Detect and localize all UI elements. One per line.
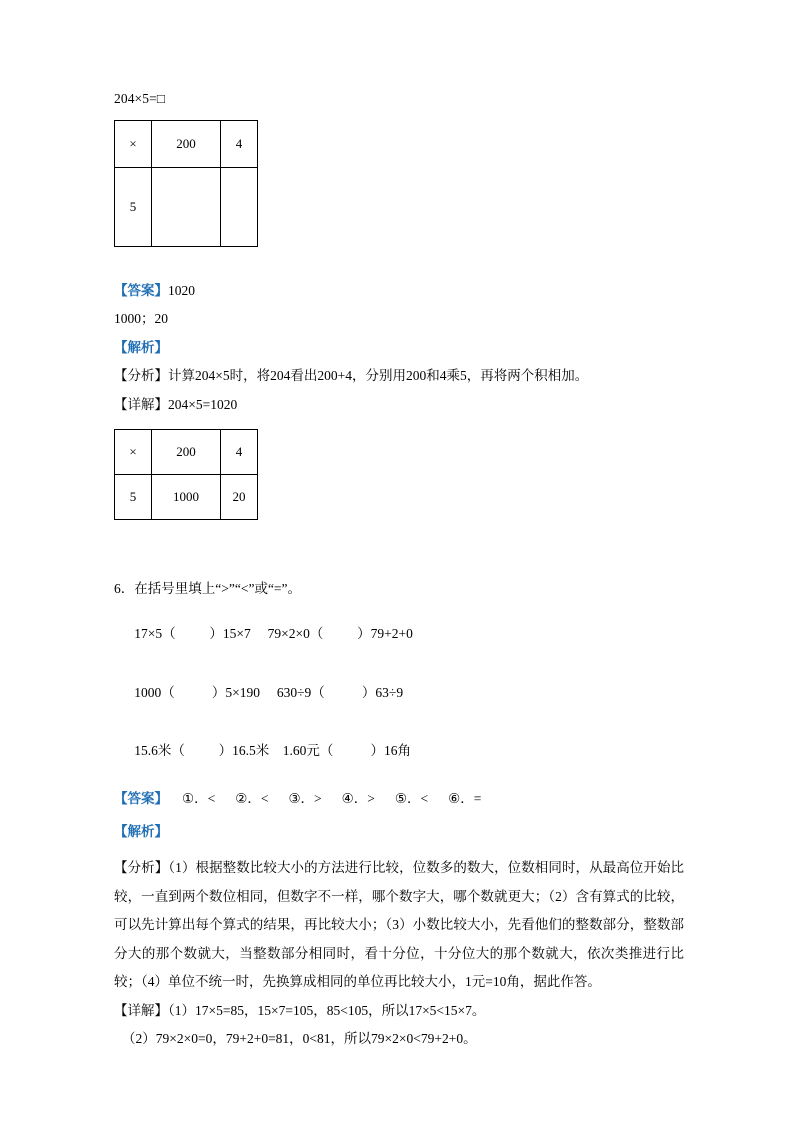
cmp-left-2: 630÷9（ — [276, 684, 325, 700]
cmp-blank[interactable] — [176, 626, 210, 641]
answer-item-3: ③．> — [288, 791, 322, 806]
cmp-blank[interactable] — [185, 743, 219, 758]
table-row — [115, 475, 258, 520]
table-cell: 200 — [152, 120, 221, 167]
problem6-comparison-row-2 — [114, 672, 684, 713]
cmp-blank-2[interactable] — [325, 685, 362, 700]
problem6-fenxi — [114, 854, 684, 997]
problem5-answer-extra: 1000；20 — [114, 311, 168, 326]
answer-label: 【答案】 — [114, 791, 168, 806]
problem6-comparison-row-1 — [114, 614, 684, 655]
table-cell: 4 — [221, 120, 258, 167]
table-cell-empty[interactable] — [152, 167, 221, 246]
problem5-filled-table — [114, 429, 258, 520]
problem6-title-text: 在括号里填上“>”“<”或“=”。 — [134, 581, 302, 596]
table-cell: 5 — [115, 475, 152, 520]
answer-value: 1020 — [168, 282, 195, 298]
cmp-sep — [251, 626, 268, 641]
cmp-left: 1000（ — [134, 684, 175, 700]
xiangjie-label: 【详解】 — [114, 1002, 168, 1018]
problem5-answer-line — [114, 277, 684, 306]
problem5-blank-table — [114, 120, 258, 247]
cmp-right-2: ）63÷9 — [361, 684, 404, 700]
answer-item-6: ⑥．= — [448, 791, 482, 806]
problem5-xiangjie — [114, 391, 684, 420]
answer-item-5: ⑤．< — [394, 791, 429, 806]
table-cell: 5 — [115, 167, 152, 246]
fenxi-label: 【分析】 — [114, 860, 169, 875]
cmp-right-2: ）79+2+0 — [357, 626, 413, 641]
cmp-left-2: 1.60元（ — [282, 743, 334, 758]
table-cell-operator: × — [115, 430, 152, 475]
page-content — [114, 92, 684, 1054]
problem6-analysis-label — [114, 825, 684, 839]
cmp-blank[interactable] — [175, 685, 212, 700]
xiangjie-text-1: （1）17×5=85，15×7=105，85<105，所以17×5<15×7。 — [168, 1002, 486, 1018]
answer-label: 【答案】 — [114, 282, 168, 298]
cmp-right: ）15×7 — [209, 626, 251, 641]
table-cell: 200 — [152, 430, 221, 475]
cmp-right: ）5×190 — [211, 684, 260, 700]
problem6-title — [114, 582, 684, 596]
analysis-label-text: 【解析】 — [114, 339, 168, 355]
xiangjie-text: 204×5=1020 — [168, 396, 238, 412]
cmp-left: 15.6米（ — [134, 743, 185, 758]
problem5-formula: 204×5=□ — [114, 91, 166, 106]
table-row — [115, 430, 258, 475]
cmp-blank-2[interactable] — [323, 626, 357, 641]
cmp-left-2: 79×2×0（ — [267, 626, 324, 641]
cmp-right-2: ）16角 — [370, 743, 411, 758]
problem6-comparison-row-3 — [114, 731, 684, 772]
table-cell: 4 — [221, 430, 258, 475]
problem6-xiangjie-line-2 — [114, 1025, 684, 1054]
problem6-number: 6． — [114, 581, 135, 596]
cmp-sep — [269, 743, 283, 758]
problem6-xiangjie-line-1 — [114, 997, 684, 1026]
fenxi-text: （1）根据整数比较大小的方法进行比较，位数多的数大，位数相同时，从最高位开始比较，一直到两个数位相同，但数字不一样，哪个数字大，哪个数就更大；（2）含有算式的比较，可以先计算出每个算式的结果，再比较大小；（3）小数比较大小，先看他们的整数部分，整数部分大的那个数就大，当整数部分相同时，看十分位，十分位大的那个数就大，依次类推进行比较；（4）单位不统一时，先换算成相同的单位再比较大小，1元=10角，据此作答。 — [114, 860, 685, 989]
answer-item-4: ④．> — [341, 791, 375, 806]
xiangjie-text-2: （2）79×2×0=0，79+2+0=81，0<81，所以79×2×0<79+2+0。 — [122, 1031, 477, 1046]
xiangjie-label: 【详解】 — [114, 396, 168, 412]
analysis-label-text: 【解析】 — [114, 823, 168, 839]
cmp-left: 17×5（ — [134, 626, 176, 641]
problem5-analysis-label — [114, 334, 684, 363]
table-cell-operator: × — [115, 120, 152, 167]
problem5-fenxi — [114, 362, 684, 391]
table-row — [115, 167, 258, 246]
table-row — [115, 120, 258, 167]
fenxi-label: 【分析】 — [114, 368, 168, 383]
cmp-right: ）16.5米 — [218, 743, 270, 758]
fenxi-text: 计算204×5时，将204看出200+4，分别用200和4乘5，再将两个积相加。 — [168, 368, 589, 383]
table-cell-empty[interactable] — [221, 167, 258, 246]
answer-item-1: ①．< — [182, 791, 216, 806]
cmp-sep — [260, 685, 277, 700]
table-cell: 1000 — [152, 475, 221, 520]
table-cell: 20 — [221, 475, 258, 520]
cmp-blank-2[interactable] — [333, 743, 370, 758]
problem6-answer-row — [114, 792, 684, 806]
answer-item-2: ②．< — [235, 791, 269, 806]
